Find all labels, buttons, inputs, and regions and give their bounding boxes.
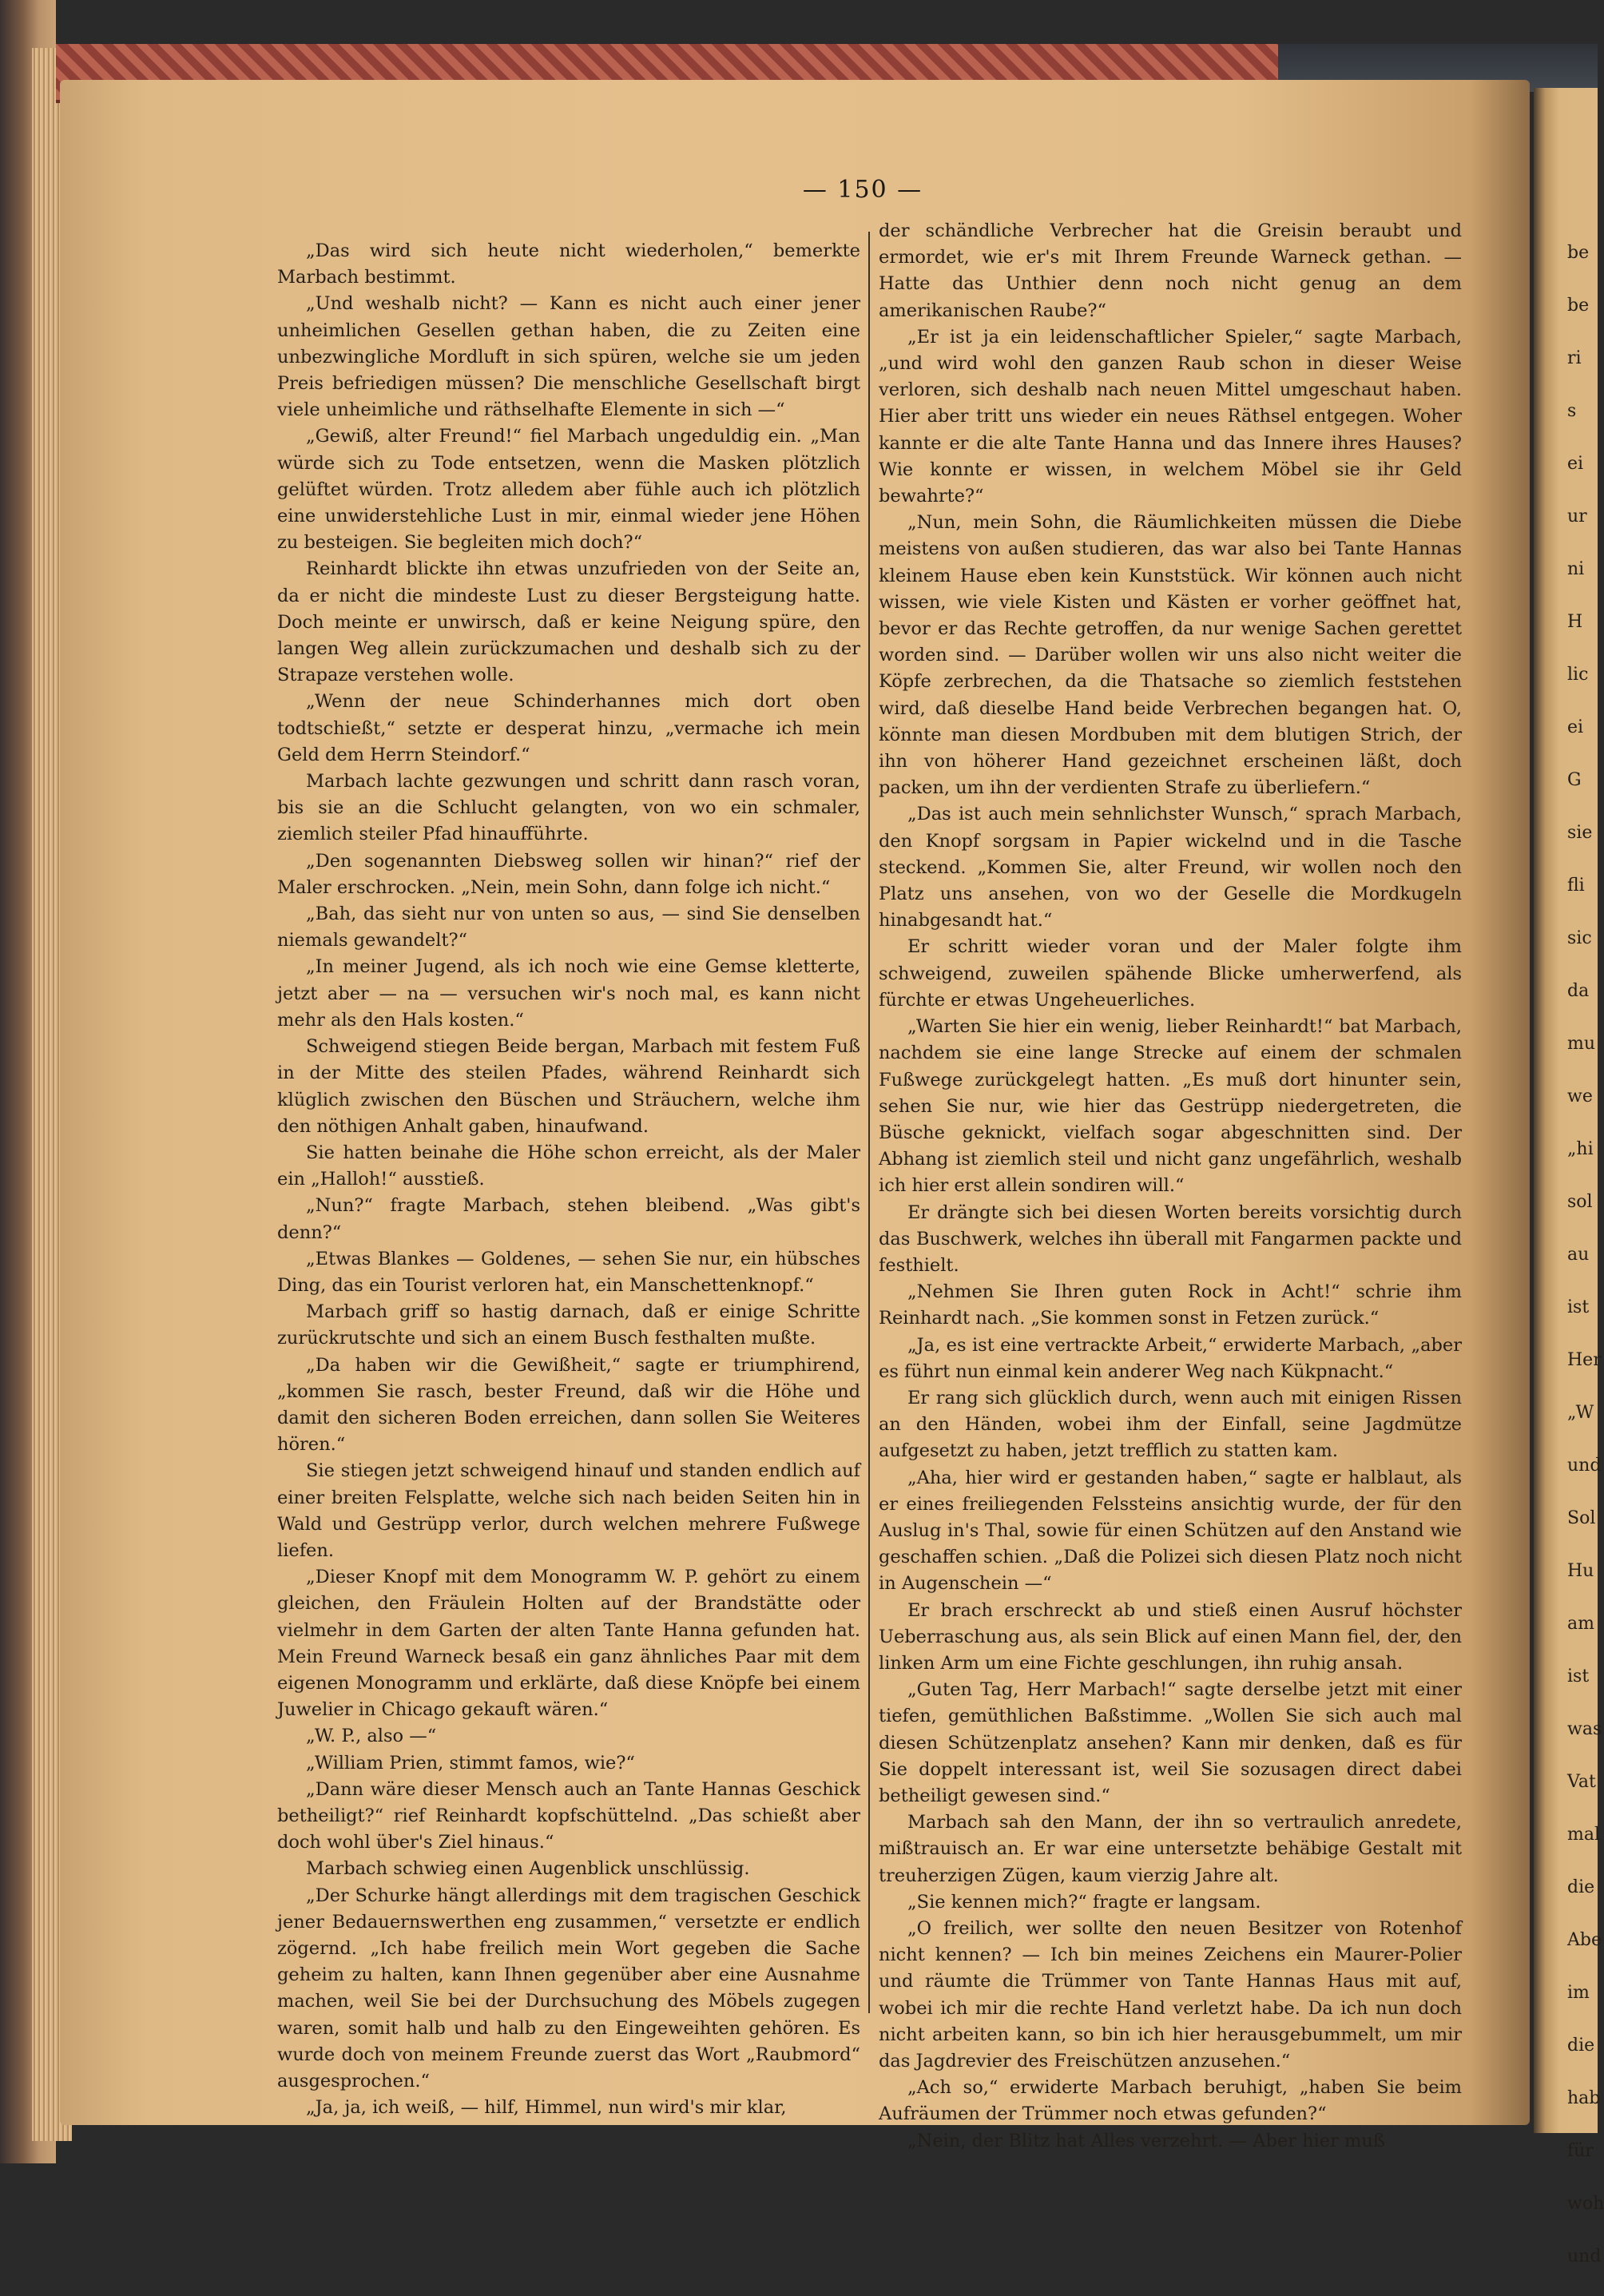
paragraph: Er brach erschreckt ab und stieß einen Ausruf höchster Ueberraschung aus, als sein Blick auf einen Mann fiel, der, den linken Arm um eine Fichte geschlungen, ihn ruhig ansah. [879,1599,1462,1674]
paragraph: Marbach griff so hastig darnach, daß er einige Schritte zurückrutschte und sich an einem Busch festhalten mußte. [277,1301,860,1349]
text-column-left [277,238,860,2121]
margin-fragment: was [1567,1719,1602,1739]
paragraph: „Gewiß, alter Freund!“ fiel Marbach ungeduldig ein. „Man würde sich zu Tode entsetzen, wenn die Masken plötzlich gelüftet würden. Trotz alledem aber fühle auch ich plötzlich eine unwiderstehliche Lust in mir, einmal wieder jene Höhen zu besteigen. Sie begleiten mich doch?“ [277,426,860,554]
margin-fragment: hab [1567,2088,1601,2108]
margin-fragment: Abe [1567,1930,1602,1950]
margin-fragment: für [1567,2141,1594,2161]
column-divider [868,232,870,2013]
paragraph: „O freilich, wer sollte den neuen Besitzer von Rotenhof nicht kennen? — Ich bin meines Zeichens ein Maurer-Polier und räumte die Trümmer von Tante Hannas Haus mit auf, wobei ich mir die rechte Hand verletzt habe. Da ich nun doch nicht arbeiten kann, so bin ich hier herausgebummelt, um mir das Jagdrevier des Freischützen anzusehen.“ [879,1918,1462,2072]
margin-fragment: da [1567,981,1590,1001]
paragraph: Marbach sah den Mann, der ihn so vertraulich anredete, mißtrauisch an. Er war eine untersetzte behäbige Gestalt mit treuherzigen Zügen, kaum vierzig Jahre alt. [879,1812,1462,1886]
next-page-text-fragments [1567,240,1604,2296]
paragraph: Er rang sich glücklich durch, wenn auch mit einigen Rissen an den Händen, wobei ihm der Einfall, seine Jagdmütze aufgesetzt zu haben, jetzt trefflich zu statten kam. [879,1387,1462,1462]
paragraph: Er drängte sich bei diesen Worten bereits vorsichtig durch das Buschwerk, welches ihn überall mit Fangarmen packte und festhielt. [879,1202,1462,1276]
paragraph: „Ach so,“ erwiderte Marbach beruhigt, „haben Sie beim Aufräumen der Trümmer noch etwas gefunden?“ [879,2077,1462,2125]
paragraph: Marbach schwieg einen Augenblick unschlüssig. [306,1858,750,1880]
text-column-right [879,218,1462,2155]
paragraph: „Nehmen Sie Ihren guten Rock in Acht!“ schrie ihm Reinhardt nach. „Sie kommen sonst in Fetzen zurück.“ [879,1281,1462,1329]
paragraph: „Den sogenannten Diebsweg sollen wir hinan?“ rief der Maler erschrocken. „Nein, mein Sohn, dann folge ich nicht.“ [277,850,860,898]
paragraph: „Der Schurke hängt allerdings mit dem tragischen Geschick jener Bedauernswerthen eng zusammen,“ versetzte er endlich zögernd. „Ich habe freilich mein Wort gegeben die Sache geheim zu halten, kann Ihnen gegenüber aber eine Ausnahme machen, weil Sie bei der Durchsuchung des Möbels zugegen waren, somit halb und halb zu den Eingeweihten gehören. Es wurde doch von meinem Freunde zuerst das Wort „Raubmord“ ausgesprochen.“ [277,1885,860,2092]
margin-fragment: ist [1567,1297,1590,1317]
paragraph: „Das wird sich heute nicht wiederholen,“ bemerkte Marbach bestimmt. [277,240,860,288]
paragraph: „Warten Sie hier ein wenig, lieber Reinhardt!“ bat Marbach, nachdem sie eine lange Strecke auf einem der schmalen Fußwege zurückgelegt hatten. „Es muß dort hinunter sein, sehen Sie nur, wie hier das Gestrüpp niedergetreten, die Büsche geknickt, vielfach sogar abgeschnitten sind. Der Abhang ist ziemlich steil und nicht ganz ungefährlich, weshalb ich hier erst allein sondiren will.“ [879,1016,1462,1197]
margin-fragment: lic [1567,665,1589,685]
margin-fragment: und [1567,2246,1602,2266]
margin-fragment: ist [1567,1666,1590,1686]
margin-fragment: ei [1567,454,1584,474]
paragraph: „Da haben wir die Gewißheit,“ sagte er triumphirend, „kommen Sie rasch, bester Freund, daß wir die Höhe und damit den sicheren Boden erreichen, dann sollen Sie Weiteres hören.“ [277,1354,860,1456]
margin-fragment: Her [1567,1350,1602,1370]
margin-fragment: „W [1567,1403,1594,1423]
paragraph: „Nun?“ fragte Marbach, stehen bleibend. „Was gibt's denn?“ [277,1195,860,1243]
margin-fragment: s [1567,401,1577,421]
paragraph: „Etwas Blankes — Goldenes, — sehen Sie nur, ein hübsches Ding, das ein Tourist verloren hat, ein Manschettenknopf.“ [277,1248,860,1296]
paragraph: „Nun, mein Sohn, die Räumlichkeiten müssen die Diebe meistens von außen studieren, das war also bei Tante Hannas kleinem Hause eben kein Kunststück. Wir können auch nicht wissen, wie viele Kisten und Kästen er vorher geöffnet hat, bevor er das Rechte getroffen, da nur wenige Sachen gerettet worden sind. — Darüber wollen wir uns also nicht weiter die Köpfe zerbrechen, da die Thatsache so ziemlich feststehen wird, daß dieselbe Hand beide Verbrechen begangen hat. O, könnte man diesen Mordbuben mit dem blutigen Strich, der ihn von höherer Hand gezeichnet erscheinen läßt, doch packen, um ihn der verdienten Strafe zu überliefern.“ [879,512,1462,799]
margin-fragment: au [1567,1245,1590,1265]
paragraph: Reinhardt blickte ihn etwas unzufrieden von der Seite an, da er nicht die mindeste Lust zu dieser Bergsteigung hatte. Doch meinte er unwirsch, daß er keine Neigung spüre, den langen Weg allein zurückzumachen und deshalb sich zu der Strapaze verstehen wolle. [277,558,860,686]
margin-fragment: Sol [1567,1508,1596,1528]
margin-fragment: und [1567,1456,1602,1476]
margin-fragment: am [1567,1614,1594,1634]
margin-fragment: „hi [1567,1139,1594,1159]
paragraph: „Dieser Knopf mit dem Monogramm W. P. gehört zu einem gleichen, den Fräulein Holten auf der Brandstätte oder vielmehr in dem Garten der alten Tante Hanna gefunden hat. Mein Freund Warneck besaß ein ganz ähnliches Paar mit dem eigenen Monogramm und erklärte, daß diese Knöpfe bei einem Juwelier in Chicago gekauft wären.“ [277,1567,860,1721]
margin-fragment: be [1567,296,1590,316]
margin-fragment: H [1567,612,1583,632]
paragraph: Schweigend stiegen Beide bergan, Marbach mit festem Fuß in der Mitte des steilen Pfades, während Reinhardt sich klüglich zwischen den Büschen und Sträuchern, welche ihm den nöthigen Anhalt gaben, hinaufwand. [277,1036,860,1137]
margin-fragment: sie [1567,823,1593,843]
paragraph: „Nein, der Blitz hat Alles verzehrt. — Aber hier muß [907,2130,1385,2151]
margin-fragment: mu [1567,1034,1596,1054]
margin-fragment: im [1567,1983,1590,2003]
paragraph: Sie hatten beinahe die Höhe schon erreicht, als der Maler ein „Halloh!“ ausstieß. [277,1142,860,1190]
paragraph: „William Prien, stimmt famos, wie?“ [306,1752,635,1774]
margin-fragment: Hu [1567,1561,1594,1581]
paragraph: „Aha, hier wird er gestanden haben,“ sagte er halblaut, als er eines freiliegenden Felssteins ansichtig wurde, der für den Auslug in's Thal, sowie für einen Schützen auf den Anstand wie geschaffen schien. „Daß die Polizei sich diesen Platz noch nicht in Augenschein —“ [879,1467,1462,1595]
margin-fragment: ni [1567,559,1585,579]
paragraph: „Er ist ja ein leidenschaftlicher Spieler,“ sagte Marbach, „und wird wohl den ganzen Raub schon in dieser Weise verloren, sich deshalb nach neuen Mittel umgeschaut haben. Hier aber tritt uns wieder ein neues Räthsel entgegen. Woher kannte er die alte Tante Hanna und das Innere ihres Hauses? Wie konnte er wissen, in welchem Möbel sie ihr Geld bewahrte?“ [879,326,1462,507]
paragraph: „Ja, ja, ich weiß, — hilf, Himmel, nun wird's mir klar, [306,2097,787,2119]
margin-fragment: we [1567,1086,1593,1106]
paragraph: „Guten Tag, Herr Marbach!“ sagte derselbe jetzt mit einer tiefen, gemüthlichen Baßstimme. „Wollen Sie sich auch mal diesen Schützenplatz ansehen? Kann mir denken, daß es für Sie doppelt interessant ist, weil Sie sozusagen direct dabei betheiligt gewesen sind.“ [879,1679,1462,1806]
page-number: — 150 — [802,176,923,204]
paragraph: „Das ist auch mein sehnlichster Wunsch,“ sprach Marbach, den Knopf sorgsam in Papier wickelnd und in die Tasche steckend. „Kommen Sie, alter Freund, wir wollen noch den Platz uns ansehen, von wo der Geselle die Mordkugeln hinabgesandt hat.“ [879,804,1462,932]
margin-fragment: woh [1567,2194,1604,2214]
paragraph: Er schritt wieder voran und der Maler folgte ihm schweigend, zuweilen spähende Blicke umherwerfend, als fürchte er etwas Ungeheuerliches. [879,936,1462,1011]
paragraph: „Sie kennen mich?“ fragte er langsam. [907,1891,1261,1913]
paragraph: der schändliche Verbrecher hat die Greisin beraubt und ermordet, wie er's mit Ihrem Freunde Warneck gethan. — Hatte das Unthier denn noch nicht genug an dem amerikanischen Raube?“ [879,220,1462,321]
margin-fragment: ri [1567,348,1582,368]
margin-fragment: ei [1567,717,1584,737]
margin-fragment: ur [1567,506,1587,526]
paragraph: „Wenn der neue Schinderhannes mich dort oben todtschießt,“ setzte er desperat hinzu, „vermache ich mein Geld dem Herrn Steindorf.“ [277,691,860,765]
margin-fragment: fli [1567,876,1585,896]
margin-fragment: G [1567,770,1582,790]
margin-fragment: Vat [1567,1772,1596,1792]
paragraph: „Ja, es ist eine vertrackte Arbeit,“ erwiderte Marbach, „aber es führt nun einmal kein anderer Weg nach Kükpnacht.“ [879,1334,1462,1382]
margin-fragment: die [1567,2036,1595,2056]
paragraph: „W. P., also —“ [306,1726,437,1747]
paragraph: „Und weshalb nicht? — Kann es nicht auch einer jener unheimlichen Gesellen gethan haben, die zu Zeiten eine unbezwingliche Mordluft in sich spüren, welche sie um jeden Preis befriedigen müssen? Die menschliche Gesellschaft birgt viele unheimliche und räthselhafte Elemente in sich —“ [277,293,860,421]
margin-fragment: die [1567,1877,1595,1897]
paragraph: „In meiner Jugend, als ich noch wie eine Gemse kletterte, jetzt aber — na — versuchen wir's noch mal, es kann nicht mehr als den Hals kosten.“ [277,956,860,1031]
margin-fragment: be [1567,243,1590,263]
margin-fragment: mal [1567,1825,1601,1845]
paragraph: „Bah, das sieht nur von unten so aus, — sind Sie denselben niemals gewandelt?“ [277,904,860,951]
margin-fragment: sic [1567,928,1592,948]
margin-fragment: sol [1567,1192,1593,1212]
paragraph: Sie stiegen jetzt schweigend hinauf und standen endlich auf einer breiten Felsplatte, welche sich nach beiden Seiten hin in Wald und Gestrüpp verlor, durch welchen mehrere Fußwege liefen. [277,1460,860,1561]
paragraph: Marbach lachte gezwungen und schritt dann rasch voran, bis sie an die Schlucht gelangten, von wo ein schmaler, ziemlich steiler Pfad hinaufführte. [277,771,860,845]
paragraph: „Dann wäre dieser Mensch auch an Tante Hannas Geschick betheiligt?“ rief Reinhardt kopfschüttelnd. „Das schießt aber doch wohl über's Ziel hinaus.“ [277,1778,860,1853]
